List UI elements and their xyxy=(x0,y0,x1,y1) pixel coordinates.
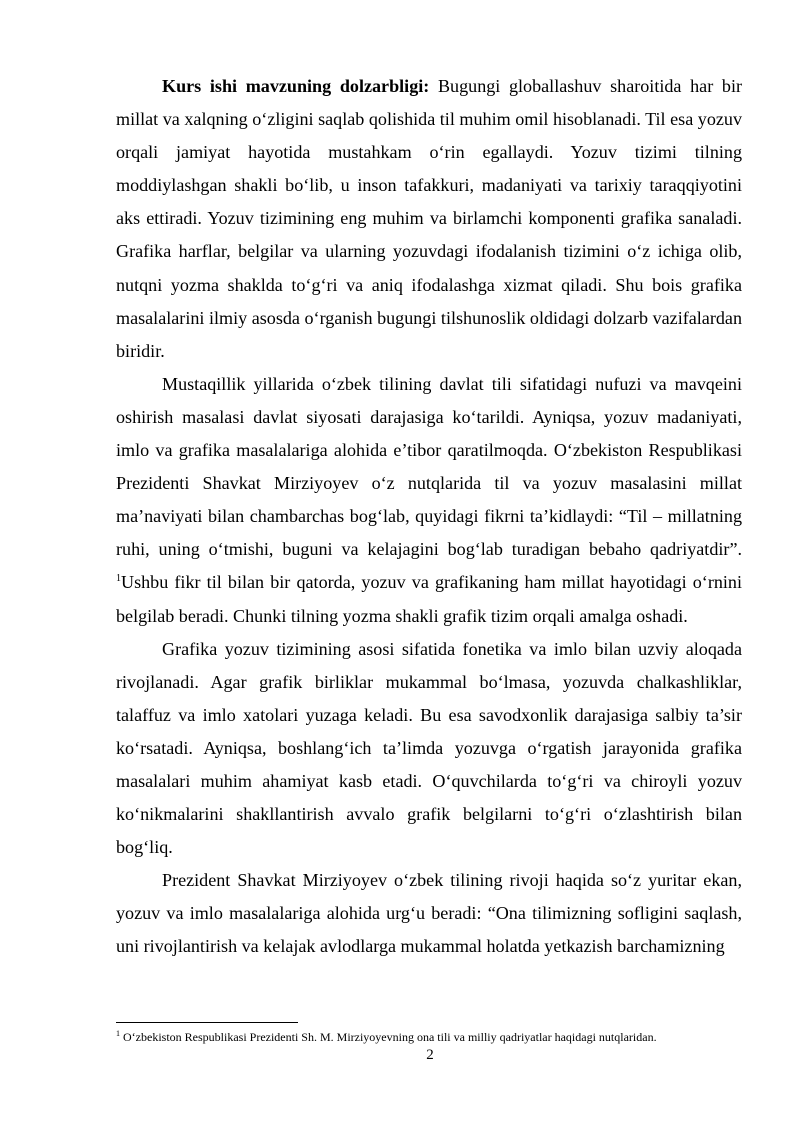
footnote-reference[interactable]: 1 xyxy=(116,573,121,585)
paragraph-lead-heading: Kurs ishi mavzuning dolzarbligi: xyxy=(162,76,430,96)
paragraph-text: Ushbu fikr til bilan bir qatorda, yozuv va grafikaning ham millat hayotidagi o‘rnini belgilab beradi. Chunki tilning yozma shakli grafik tizim orqali amalga oshadi. xyxy=(116,572,742,626)
paragraph-relevance xyxy=(116,70,742,368)
footnote xyxy=(116,1029,756,1045)
footnote-text: O‘zbekiston Respublikasi Prezidenti Sh. M. Mirziyoyevning ona tili va milliy qadriyatlar haqidagi nutqlaridan. xyxy=(120,1030,657,1044)
paragraph-text: Grafika yozuv tizimining asosi sifatida fonetika va imlo bilan uzviy aloqada rivojlanadi. Agar grafik birliklar mukammal bo‘lmasa, yozuvda chalkashliklar, talaffuz va imlo xatolari yuzaga keladi. Bu esa savodxonlik darajasiga salbiy ta’sir ko‘rsatadi. Ayniqsa, boshlang‘ich ta’limda yozuvga o‘rgatish jarayonida grafika masalalari muhim ahamiyat kasb etadi. O‘quvchilarda to‘g‘ri va chiroyli yozuv ko‘nikmalarini shakllantirish avvalo grafik belgilarni to‘g‘ri o‘zlashtirish bilan bog‘liq. xyxy=(116,638,742,858)
page-number: 2 xyxy=(426,1047,434,1063)
paragraph-text: Prezident Shavkat Mirziyoyev o‘zbek tilining rivoji haqida so‘z yuritar ekan, yozuv va imlo masalalariga alohida urg‘u beradi: “Ona tilimizning sofligini saqlash, uni rivojlantirish va kelajak avlodlarga mukammal holatda yetkazish barchamizning xyxy=(116,870,742,957)
footnote-separator xyxy=(116,1022,298,1023)
paragraph-graphics xyxy=(116,633,742,865)
paragraph-text: Bugungi globallashuv sharoitida har bir millat va xalqning o‘zligini saqlab qolishida til muhim omil hisoblanadi. Til esa yozuv orqali jamiyat hayotida mustahkam o‘rin egallaydi. Yozuv tizimi tilning moddiylashgan shakli bo‘lib, u inson tafakkuri, madaniyati va tarixiy taraqqiyotini aks ettiradi. Yozuv tizimining eng muhim va birlamchi komponenti grafika sanaladi. Grafika harflar, belgilar va ularning yozuvdagi ifodalanish tizimini o‘z ichiga olib, nutqni yozma shaklda to‘g‘ri va aniq ifodalashga xizmat qiladi. Shu bois grafika masalalarini ilmiy asosda o‘rganish bugungi tilshunoslik oldidagi dolzarb vazifalardan biridir. xyxy=(116,76,743,361)
paragraph-independence xyxy=(116,368,742,633)
paragraph-text: Mustaqillik yillarida o‘zbek tilining davlat tili sifatidagi nufuzi va mavqeini oshirish masalasi davlat siyosati darajasiga ko‘tarildi. Ayniqsa, yozuv madaniyati, imlo va grafika masalalariga alohida e’tibor qaratilmoqda. O‘zbekiston Respublikasi Prezidenti Shavkat Mirziyoyev o‘z nutqlarida til va yozuv masalasini millat ma’naviyati bilan chambarchas bog‘lab, quyidagi fikrni ta’kidlaydi: “Til – millatning ruhi, uning o‘tmishi, buguni va kelajagini bog‘lab turadigan bebaho qadriyatdir”. xyxy=(116,373,742,560)
paragraph-president xyxy=(116,864,742,963)
footnote-number: 1 xyxy=(116,1029,120,1038)
document-body xyxy=(116,70,742,964)
